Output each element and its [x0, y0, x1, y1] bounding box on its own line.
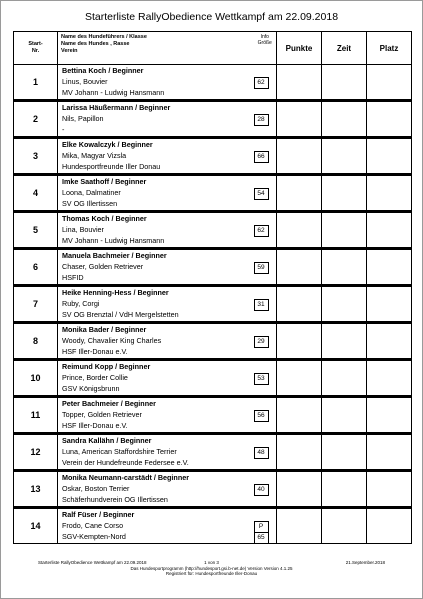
- participant-cell: [58, 138, 254, 175]
- dog-breed: Lina, Bouvier: [62, 225, 104, 234]
- start-number: 13: [14, 471, 58, 508]
- platz-cell: [367, 360, 412, 397]
- platz-cell: [367, 508, 412, 544]
- table-row: [14, 323, 412, 360]
- zeit-cell: [322, 360, 367, 397]
- zeit-cell: [322, 323, 367, 360]
- info-size-cell: [254, 508, 277, 544]
- club: Schäferhundverein OG Illertissen: [62, 495, 168, 504]
- platz-cell: [367, 323, 412, 360]
- club: SV OG Illertissen: [62, 199, 118, 208]
- footer-page-number: 1 von 3: [204, 560, 219, 565]
- punkte-cell: [277, 249, 322, 286]
- participant-cell: [58, 249, 254, 286]
- club: SGV-Kempten-Nord: [62, 532, 126, 541]
- info-size-cell: [254, 212, 277, 249]
- dog-breed: Linus, Bouvier: [62, 77, 108, 86]
- size-box: 66: [254, 151, 269, 163]
- page-title: Starterliste RallyObedience Wettkampf am 22.09.2018: [84, 11, 339, 23]
- handler-class: Reimund Kopp / Beginner: [62, 362, 151, 371]
- start-number: 3: [14, 138, 58, 175]
- table-row: [14, 249, 412, 286]
- zeit-cell: [322, 249, 367, 286]
- header-start-nr: Start- Nr.: [14, 32, 58, 65]
- handler-class: Sandra Kallähn / Beginner: [62, 436, 152, 445]
- dog-breed: Topper, Golden Retriever: [62, 410, 142, 419]
- club: Verein der Hundefreunde Federsee e.V.: [62, 458, 189, 467]
- size-box: 54: [254, 188, 269, 200]
- dog-breed: Prince, Border Collie: [62, 373, 128, 382]
- dog-breed: Ruby, Corgi: [62, 299, 100, 308]
- start-number: 7: [14, 286, 58, 323]
- table-row: [14, 138, 412, 175]
- table-row: [14, 65, 412, 101]
- zeit-cell: [322, 138, 367, 175]
- footer-left: Starterliste RallyObedience Wettkampf am 22.09.2018: [38, 560, 147, 565]
- info-size-cell: [254, 323, 277, 360]
- start-number: 5: [14, 212, 58, 249]
- starter-table: [13, 31, 412, 544]
- zeit-cell: [322, 101, 367, 138]
- size-box: 62: [254, 225, 269, 237]
- start-number: 10: [14, 360, 58, 397]
- table-row: [14, 360, 412, 397]
- zeit-cell: [322, 212, 367, 249]
- zeit-cell: [322, 471, 367, 508]
- handler-class: Thomas Koch / Beginner: [62, 214, 147, 223]
- punkte-cell: [277, 175, 322, 212]
- participant-cell: [58, 286, 254, 323]
- platz-cell: [367, 471, 412, 508]
- handler-class: Heike Henning-Hess / Beginner: [62, 288, 169, 297]
- start-number: 8: [14, 323, 58, 360]
- table-row: [14, 434, 412, 471]
- dog-breed: Frodo, Cane Corso: [62, 521, 124, 530]
- participant-cell: [58, 508, 254, 544]
- info-size-cell: [254, 249, 277, 286]
- info-size-cell: [254, 360, 277, 397]
- punkte-cell: [277, 286, 322, 323]
- start-number: 14: [14, 508, 58, 544]
- club: MV Johann - Ludwig Hansmann: [62, 236, 165, 245]
- participant-cell: [58, 471, 254, 508]
- platz-cell: [367, 397, 412, 434]
- punkte-cell: [277, 212, 322, 249]
- handler-class: Manuela Bachmeier / Beginner: [62, 251, 167, 260]
- participant-cell: [58, 397, 254, 434]
- zeit-cell: [322, 65, 367, 101]
- punkte-cell: [277, 434, 322, 471]
- zeit-cell: [322, 397, 367, 434]
- punkte-cell: [277, 471, 322, 508]
- table-row: [14, 212, 412, 249]
- info-size-cell: [254, 175, 277, 212]
- punkte-cell: [277, 397, 322, 434]
- size-box: 40: [254, 484, 269, 496]
- participant-cell: [58, 65, 254, 101]
- start-number: 12: [14, 434, 58, 471]
- info-size-cell: [254, 471, 277, 508]
- punkte-cell: [277, 138, 322, 175]
- punkte-cell: [277, 508, 322, 544]
- start-number: 11: [14, 397, 58, 434]
- footer-software: Das Hundesportprogramm (http://hundesport.gsi.b-net.de) Version Version 4.1.25: [130, 566, 293, 571]
- handler-class: Monika Neumann-carstädt / Beginner: [62, 473, 190, 482]
- table-row: [14, 101, 412, 138]
- club: -: [62, 125, 65, 134]
- platz-cell: [367, 138, 412, 175]
- participant-cell: [58, 323, 254, 360]
- size-box: 31: [254, 299, 269, 311]
- table-row: [14, 175, 412, 212]
- table-row: [14, 471, 412, 508]
- handler-class: Larissa Häußermann / Beginner: [62, 103, 171, 112]
- club: MV Johann - Ludwig Hansmann: [62, 88, 165, 97]
- info-size-cell: [254, 397, 277, 434]
- footer-registration: Registriert für: Hundesportfreunde Iller-Donau: [165, 571, 258, 576]
- start-number: 2: [14, 101, 58, 138]
- start-number: 6: [14, 249, 58, 286]
- platz-cell: [367, 434, 412, 471]
- info-size-cell: [254, 101, 277, 138]
- zeit-cell: [322, 286, 367, 323]
- dog-breed: Woody, Chavalier King Charles: [62, 336, 162, 345]
- punkte-cell: [277, 101, 322, 138]
- size-box: 48: [254, 447, 269, 459]
- size-box: 59: [254, 262, 269, 274]
- zeit-cell: [322, 508, 367, 544]
- start-number: 1: [14, 65, 58, 101]
- participant-cell: [58, 360, 254, 397]
- header-punkte: Punkte: [277, 32, 322, 65]
- zeit-cell: [322, 434, 367, 471]
- handler-class: Imke Saathoff / Beginner: [62, 177, 147, 186]
- info-size-cell: [254, 434, 277, 471]
- header-info-size: Info Größe: [254, 32, 277, 65]
- participant-cell: [58, 101, 254, 138]
- platz-cell: [367, 212, 412, 249]
- club: HSFID: [62, 273, 84, 282]
- size-box: 53: [254, 373, 269, 385]
- club: SV OG Brenztal / VdH Mergelstetten: [62, 310, 179, 319]
- club: GSV Königsbrunn: [62, 384, 120, 393]
- table-row: [14, 286, 412, 323]
- table-row: [14, 397, 412, 434]
- handler-class: Monika Bader / Beginner: [62, 325, 147, 334]
- start-number: 4: [14, 175, 58, 212]
- dog-breed: Chaser, Golden Retriever: [62, 262, 144, 271]
- size-box: 29: [254, 336, 269, 348]
- participant-cell: [58, 212, 254, 249]
- header-platz: Platz: [367, 32, 412, 65]
- participant-cell: [58, 434, 254, 471]
- table-header-row: [14, 32, 412, 65]
- header-zeit: Zeit: [322, 32, 367, 65]
- dog-breed: Luna, American Staffordshire Terrier: [62, 447, 177, 456]
- info-size-cell: [254, 65, 277, 101]
- dog-breed: Loona, Dalmatiner: [62, 188, 121, 197]
- footer-date: 21.September.2018: [345, 560, 385, 565]
- handler-class: Bettina Koch / Beginner: [62, 66, 144, 75]
- handler-class: Elke Kowalczyk / Beginner: [62, 140, 153, 149]
- handler-class: Ralf Füser / Beginner: [62, 510, 135, 519]
- size-box: 28: [254, 114, 269, 126]
- size-box: 62: [254, 77, 269, 89]
- punkte-cell: [277, 360, 322, 397]
- participant-cell: [58, 175, 254, 212]
- size-box: 56: [254, 410, 269, 422]
- dog-breed: Oskar, Boston Terrier: [62, 484, 130, 493]
- platz-cell: [367, 249, 412, 286]
- platz-cell: [367, 65, 412, 101]
- info-size-cell: [254, 138, 277, 175]
- punkte-cell: [277, 65, 322, 101]
- platz-cell: [367, 101, 412, 138]
- punkte-cell: [277, 323, 322, 360]
- platz-cell: [367, 175, 412, 212]
- size-box: P 65: [254, 521, 269, 544]
- club: Hundesportfreunde Iller Donau: [62, 162, 161, 171]
- zeit-cell: [322, 175, 367, 212]
- info-size-cell: [254, 286, 277, 323]
- handler-class: Peter Bachmeier / Beginner: [62, 399, 156, 408]
- header-name: Name des Hundeführers / Klasse Name des Hundes , Rasse Verein: [58, 32, 254, 65]
- club: HSF Iller-Donau e.V.: [62, 347, 128, 356]
- club: HSF Iller-Donau e.V.: [62, 421, 128, 430]
- dog-breed: Mika, Magyar Vizsla: [62, 151, 127, 160]
- dog-breed: Nils, Papillon: [62, 114, 104, 123]
- table-row: [14, 508, 412, 544]
- platz-cell: [367, 286, 412, 323]
